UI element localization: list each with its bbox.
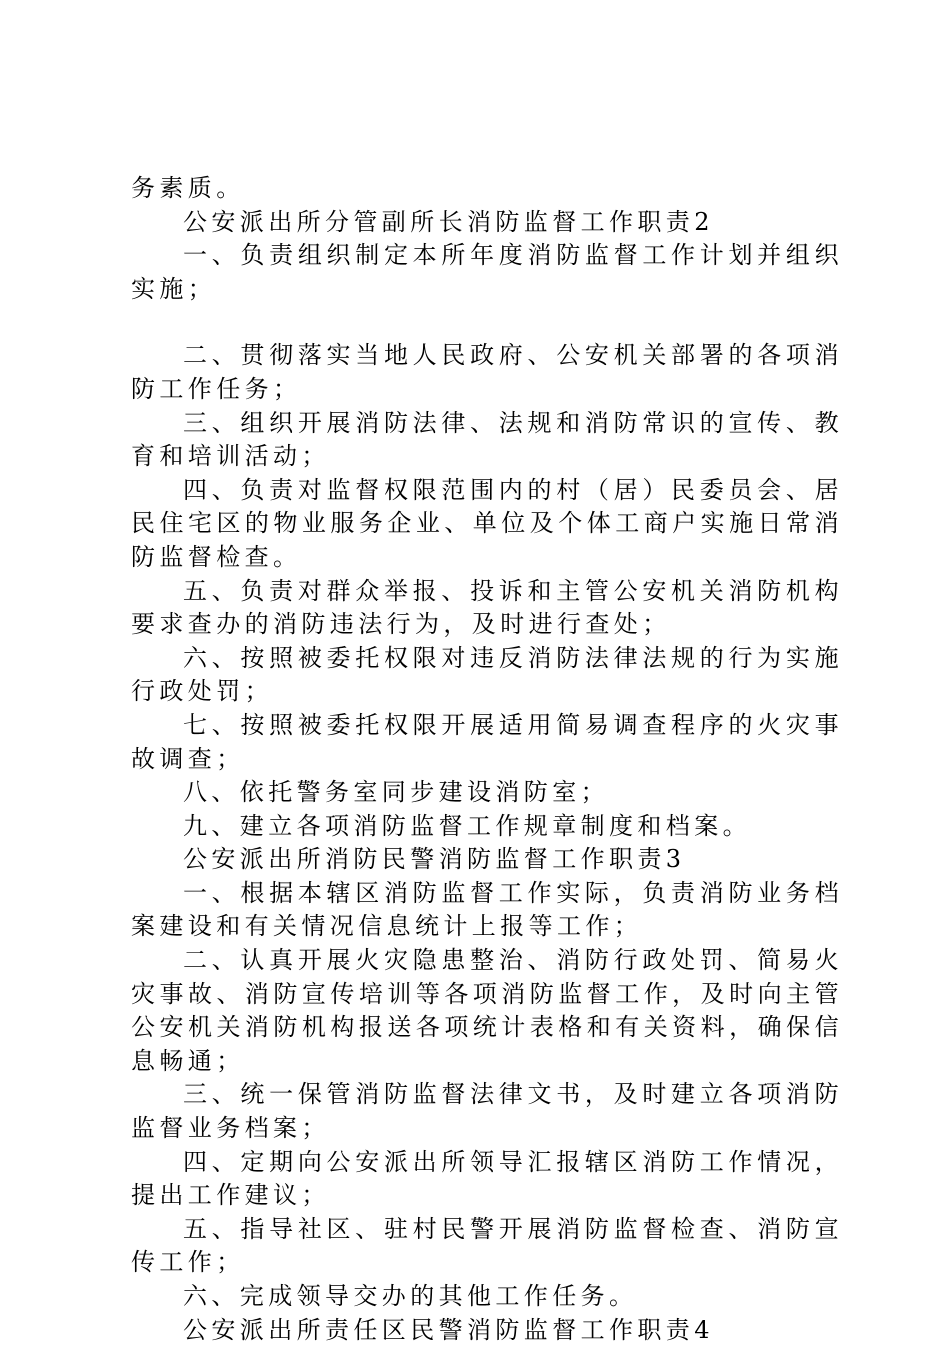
paragraph: 五、负责对群众举报、投诉和主管公安机关消防机构要求查办的消防违法行为，及时进行查处；	[131, 576, 843, 639]
paragraph: 六、完成领导交办的其他工作任务。	[183, 1282, 638, 1310]
paragraph: 七、按照被委托权限开展适用简易调查程序的火灾事故调查；	[131, 710, 843, 773]
section-heading: 公安派出所分管副所长消防监督工作职责2	[183, 207, 714, 236]
paragraph: 五、指导社区、驻村民警开展消防监督检查、消防宣传工作；	[131, 1214, 843, 1277]
paragraph: 三、组织开展消防法律、法规和消防常识的宣传、教育和培训活动；	[131, 408, 843, 471]
paragraph: 二、贯彻落实当地人民政府、公安机关部署的各项消防工作任务；	[131, 341, 843, 403]
paragraph: 三、统一保管消防监督法律文书，及时建立各项消防监督业务档案；	[131, 1080, 843, 1143]
blank-line	[131, 306, 843, 339]
paragraph: 四、负责对监督权限范围内的村（居）民委员会、居民住宅区的物业服务企业、单位及个体工商户实施日常消防监督检查。	[131, 475, 843, 571]
paragraph: 四、定期向公安派出所领导汇报辖区消防工作情况，提出工作建议；	[131, 1147, 843, 1210]
document-body	[131, 172, 843, 1347]
paragraph: 一、根据本辖区消防监督工作实际，负责消防业务档案建设和有关情况信息统计上报等工作；	[131, 878, 843, 941]
paragraph: 六、按照被委托权限对违反消防法律法规的行为实施行政处罚；	[131, 643, 843, 706]
paragraph: 务素质。	[131, 174, 245, 202]
paragraph: 一、负责组织制定本所年度消防监督工作计划并组织实施；	[131, 241, 843, 303]
paragraph: 九、建立各项消防监督工作规章制度和档案。	[183, 811, 751, 840]
paragraph: 二、认真开展火灾隐患整治、消防行政处罚、简易火灾事故、消防宣传培训等各项消防监督工作，及时向主管公安机关消防机构报送各项统计表格和有关资料，确保信息畅通；	[131, 946, 843, 1075]
section-heading: 公安派出所责任区民警消防监督工作职责4	[183, 1315, 714, 1344]
section-heading: 公安派出所消防民警消防监督工作职责3	[183, 845, 686, 874]
paragraph: 八、依托警务室同步建设消防室；	[183, 778, 609, 807]
